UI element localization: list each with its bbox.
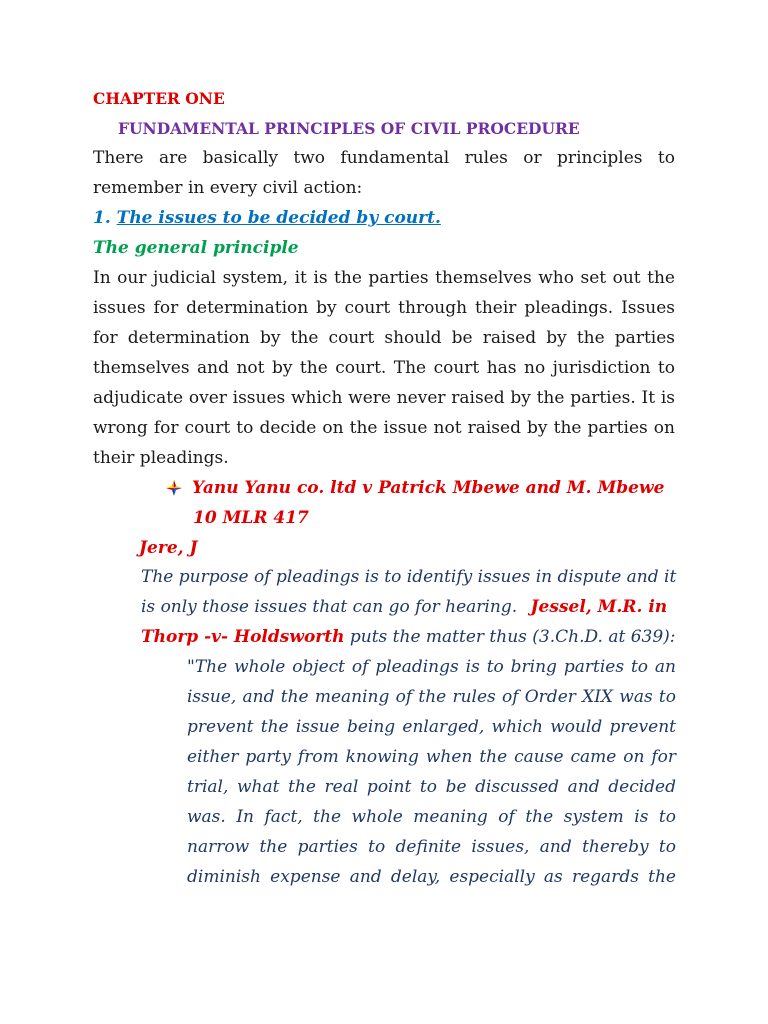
quote-line-8: diminish expense and delay, especially as regards the <box>187 867 676 887</box>
body-line-5: adjudicate over issues which were never raised by the parties. It is <box>93 388 675 408</box>
numbered-item-1 <box>93 203 675 233</box>
intro-line-2: remember in every civil action: <box>93 178 363 198</box>
item-number: 1. <box>93 208 111 228</box>
quote-line-5: trial, what the real point to be discussed and decided <box>187 777 676 797</box>
subheading-general-principle: The general principle <box>93 238 299 258</box>
quote-line-1: "The whole object of pleadings is to bring parties to an <box>187 657 676 677</box>
body-line-6: wrong for court to decide on the issue not raised by the parties on <box>93 418 675 438</box>
quote-line-7: narrow the parties to definite issues, and thereby to <box>187 837 676 857</box>
intro-line-1: There are basically two fundamental rules or principles to <box>93 148 675 168</box>
body-line-3: for determination by the court should be raised by the parties <box>93 328 675 348</box>
case-citation-line-1: Yanu Yanu co. ltd v Patrick Mbewe and M. Mbewe <box>192 478 665 498</box>
chapter-title: FUNDAMENTAL PRINCIPLES OF CIVIL PROCEDURE <box>118 119 580 138</box>
judgment-line-3 <box>141 622 676 652</box>
judgment-line-2 <box>141 592 676 622</box>
four-point-star-bullet-icon <box>166 480 182 496</box>
judge-name: Jere, J <box>139 538 198 558</box>
quote-line-6: was. In fact, the whole meaning of the system is to <box>187 807 676 827</box>
judgment-line-2-text: is only those issues that can go for hearing. <box>141 597 518 617</box>
body-line-2: issues for determination by court through their pleadings. Issues <box>93 298 675 318</box>
quote-line-2: issue, and the meaning of the rules of Order XIX was to <box>187 687 676 707</box>
body-line-4: themselves and not by the court. The court has no jurisdiction to <box>93 358 675 378</box>
quote-line-4: either party from knowing when the cause came on for <box>187 747 676 767</box>
item-text: The issues to be decided by court. <box>116 208 441 228</box>
body-line-1: In our judicial system, it is the parties themselves who set out the <box>93 268 675 288</box>
judgment-line-1: The purpose of pleadings is to identify issues in dispute and it <box>141 567 677 587</box>
jessel-reference: Jessel, M.R. in <box>530 597 668 617</box>
judgment-line-3-text: puts the matter thus (3.Ch.D. at 639): <box>344 627 676 647</box>
body-line-7: their pleadings. <box>93 448 229 468</box>
quote-line-3: prevent the issue being enlarged, which would prevent <box>187 717 676 737</box>
thorp-case-name: Thorp -v- Holdsworth <box>141 627 345 647</box>
case-citation-line-2: 10 MLR 417 <box>193 508 309 528</box>
chapter-label: CHAPTER ONE <box>93 89 225 108</box>
